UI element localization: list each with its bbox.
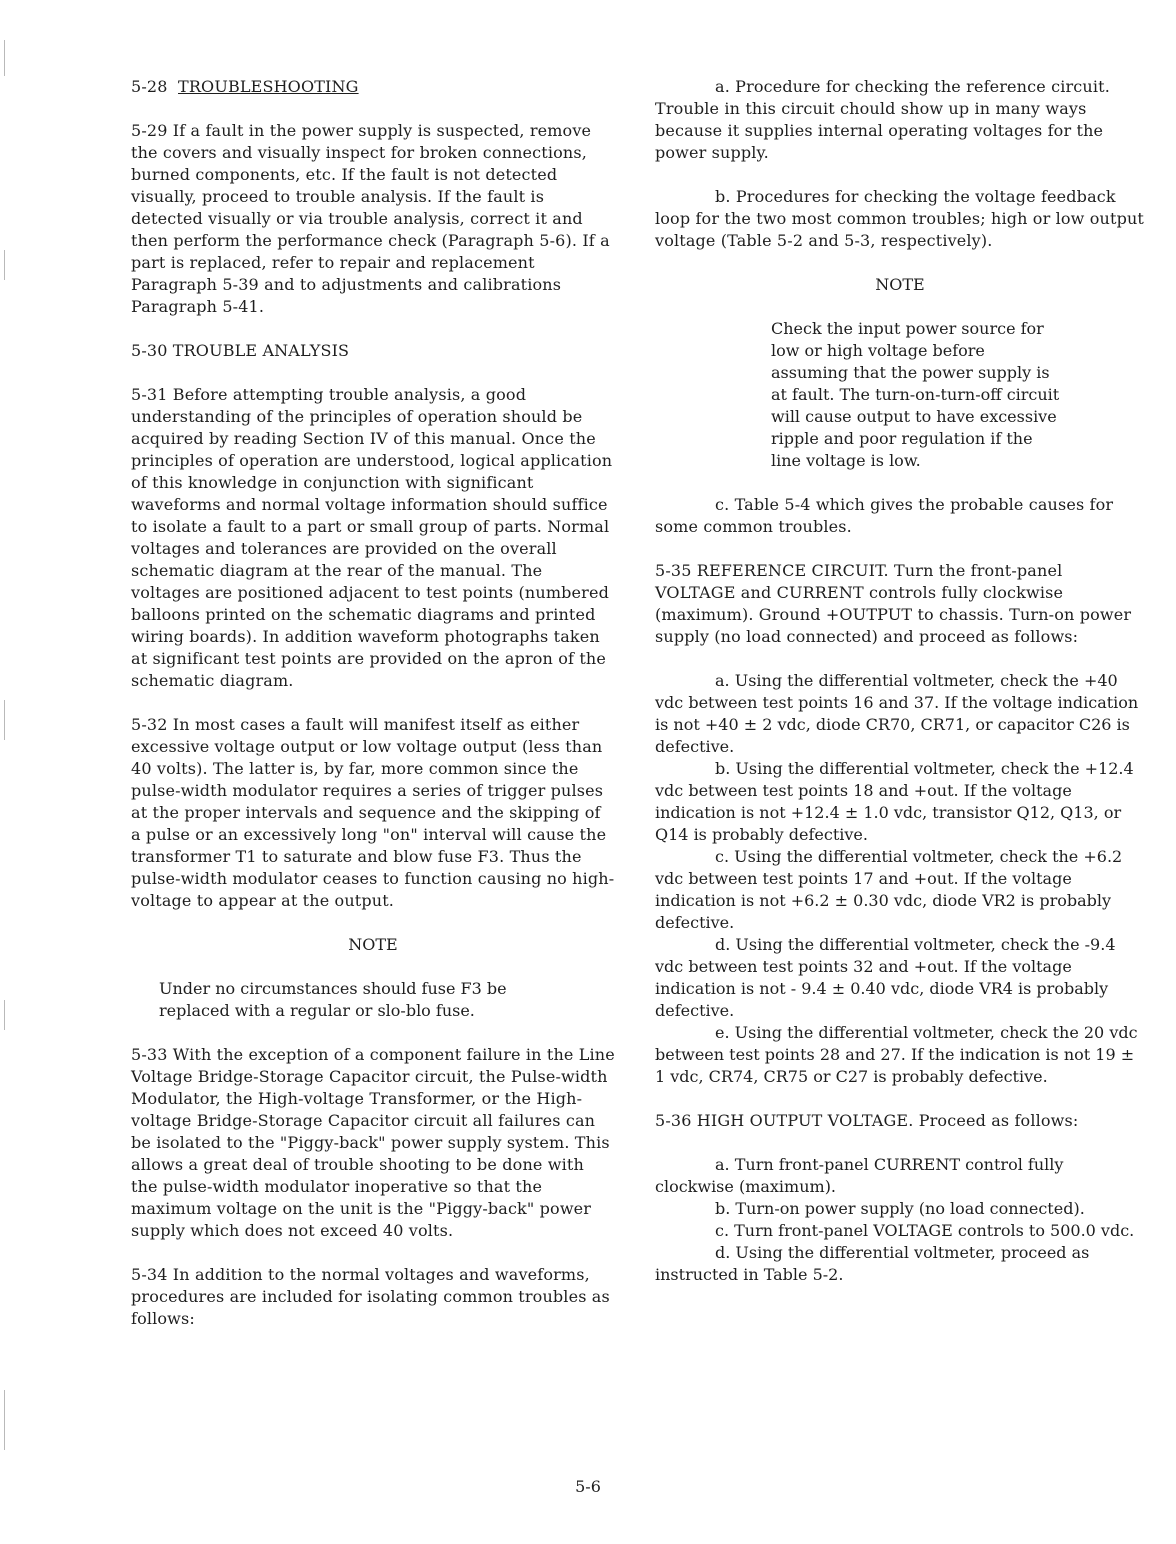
note-body: Check the input power source for low or high voltage before assuming that the power supply is at fault. The turn-on-turn-off circuit will cause output to have excessive ripple and poor regulation if the line voltage is low. bbox=[771, 319, 1060, 470]
note-heading: NOTE bbox=[875, 275, 925, 294]
high-output-steps bbox=[655, 1154, 1145, 1286]
margin-mark bbox=[4, 250, 5, 280]
margin-mark bbox=[4, 700, 5, 740]
list-item-a: a. Procedure for checking the reference circuit. Trouble in this circuit chould show up in many ways because it supplies internal operating voltages for the power supply. bbox=[655, 77, 1110, 162]
step-item: d. Using the differential voltmeter, check the -9.4 vdc between test points 32 and +out. If the voltage indication is not - 9.4 ± 0.40 vdc, diode VR4 is probably defective. bbox=[655, 935, 1116, 1020]
step-item: c. Using the differential voltmeter, check the +6.2 vdc between test points 17 and +out. If the voltage indication is not +6.2 ± 0.30 vdc, diode VR2 is probably defective. bbox=[655, 847, 1123, 932]
paragraph-5-32: 5-32 In most cases a fault will manifest itself as either excessive voltage output or low voltage output (less than 40 volts). The latter is, by far, more common since the pulse-width modulator requires a series of trigger pulses at the proper intervals and sequence and the skipping of a pulse or an excessively long "on" interval will cause the transformer T1 to saturate and blow fuse F3. Thus the pulse-width modulator ceases to function causing no high-voltage to appear at the output. bbox=[131, 715, 615, 910]
left-column bbox=[131, 76, 615, 1330]
paragraph-5-35: 5-35 REFERENCE CIRCUIT. Turn the front-panel VOLTAGE and CURRENT controls fully clockwise (maximum). Ground +OUTPUT to chassis. Turn-on power supply (no load connected) and proceed as follows: bbox=[655, 561, 1132, 646]
step-item: d. Using the differential voltmeter, proceed as instructed in Table 5-2. bbox=[655, 1243, 1090, 1284]
list-item-b: b. Procedures for checking the voltage feedback loop for the two most common troubles; high or low output voltage (Table 5-2 and 5-3, respectively). bbox=[655, 187, 1145, 250]
step-item: b. Turn-on power supply (no load connected). bbox=[715, 1199, 1085, 1218]
right-column bbox=[655, 76, 1145, 1286]
note-heading: NOTE bbox=[348, 935, 398, 954]
paragraph-5-33: 5-33 With the exception of a component failure in the Line Voltage Bridge-Storage Capacitor circuit, the Pulse-width Modulator, the High-voltage Transformer, or the High-voltage Bridge-Storage Capacitor circuit all failures can be isolated to the "Piggy-back" power supply system. This allows a great deal of trouble shooting to be done with the pulse-width modulator inoperative so that the maximum voltage on the unit is the "Piggy-back" power supply which does not exceed 40 volts. bbox=[131, 1045, 615, 1240]
step-item: a. Using the differential voltmeter, check the +40 vdc between test points 16 and 37. If the voltage indication is not +40 ± 2 vdc, diode CR70, CR71, or capacitor C26 is defective. bbox=[655, 671, 1139, 756]
paragraph-5-31: 5-31 Before attempting trouble analysis, a good understanding of the principles of operation should be acquired by reading Section IV of this manual. Once the principles of operation are understood, logical application of this knowledge in conjunction with significant waveforms and normal voltage information should suffice to isolate a fault to a part or small group of parts. Normal voltages and tolerances are provided on the overall schematic diagram at the rear of the manual. The voltages are positioned adjacent to test points (numbered balloons printed on the schematic diagrams and printed wiring boards). In addition waveform photographs taken at significant test points are provided on the apron of the schematic diagram. bbox=[131, 385, 613, 690]
heading-title: TROUBLESHOOTING bbox=[178, 77, 359, 96]
list-item-c: c. Table 5-4 which gives the probable causes for some common troubles. bbox=[655, 495, 1114, 536]
reference-circuit-steps bbox=[655, 670, 1145, 1088]
margin-mark bbox=[4, 1390, 5, 1450]
margin-mark bbox=[4, 1000, 5, 1030]
section-heading-5-28 bbox=[131, 76, 615, 98]
step-item: a. Turn front-panel CURRENT control fully clockwise (maximum). bbox=[655, 1155, 1064, 1196]
paragraph-5-36: 5-36 HIGH OUTPUT VOLTAGE. Proceed as follows: bbox=[655, 1111, 1079, 1130]
note-body: Under no circumstances should fuse F3 be replaced with a regular or slo-blo fuse. bbox=[159, 979, 507, 1020]
heading-number: 5-28 bbox=[131, 77, 168, 96]
step-item: c. Turn front-panel VOLTAGE controls to 500.0 vdc. bbox=[715, 1221, 1135, 1240]
paragraph-5-34: 5-34 In addition to the normal voltages and waveforms, procedures are included for isolating common troubles as follows: bbox=[131, 1265, 610, 1328]
margin-mark bbox=[4, 40, 5, 76]
paragraph-5-29: 5-29 If a fault in the power supply is suspected, remove the covers and visually inspect for broken connections, burned components, etc. If the fault is not detected visually, proceed to trouble analysis. If the fault is detected visually or via trouble analysis, correct it and then perform the performance check (Paragraph 5-6). If a part is replaced, refer to repair and replacement Paragraph 5-39 and to adjustments and calibrations Paragraph 5-41. bbox=[131, 121, 610, 316]
page-number: 5-6 bbox=[575, 1477, 601, 1496]
section-heading-5-30: 5-30 TROUBLE ANALYSIS bbox=[131, 341, 350, 360]
step-item: e. Using the differential voltmeter, check the 20 vdc between test points 28 and 27. If the indication is not 19 ± 1 vdc, CR74, CR75 or C27 is probably defective. bbox=[655, 1023, 1138, 1086]
step-item: b. Using the differential voltmeter, check the +12.4 vdc between test points 18 and +out. If the voltage indication is not +12.4 ± 1.0 vdc, transistor Q12, Q13, or Q14 is probably defective. bbox=[655, 759, 1134, 844]
